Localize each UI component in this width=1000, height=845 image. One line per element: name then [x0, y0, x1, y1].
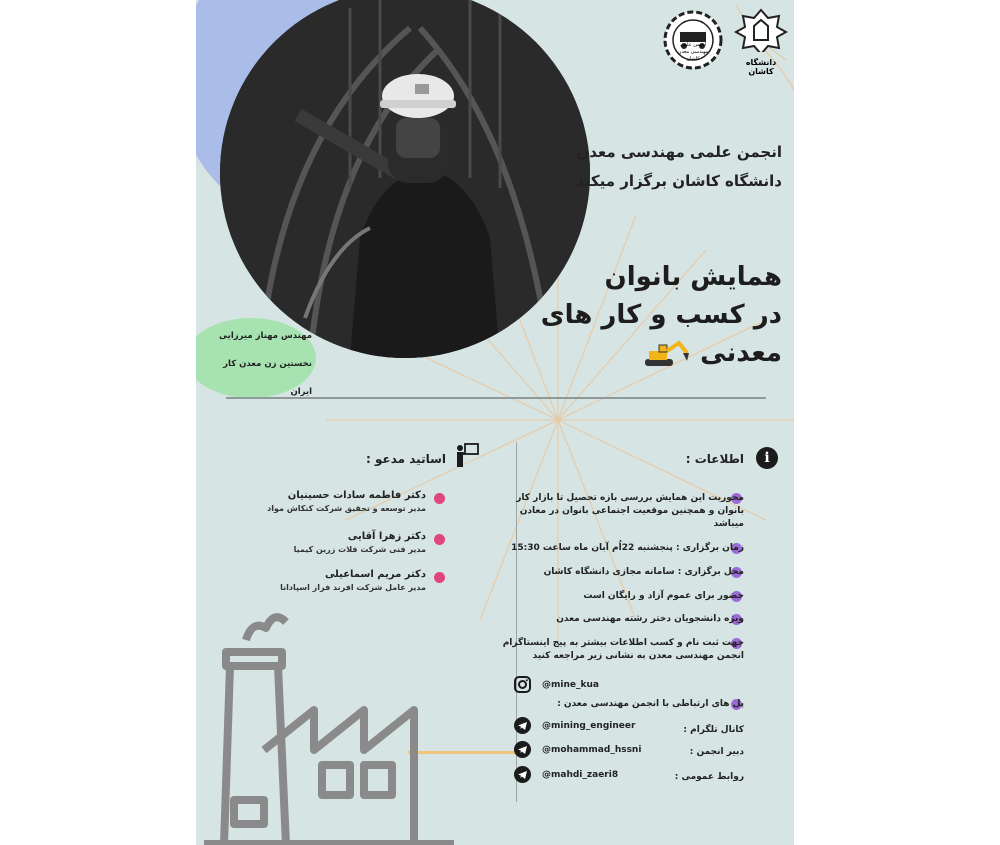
info-item-1: محوریت این همایش بررسی بازه تحصیل تا بازار کار بانوان و همچنین موقعیت اجتماعی بانوان در معادن میباشد	[516, 493, 744, 529]
info-item-3: محل برگزاری : سامانه مجازی دانشگاه کاشان	[543, 567, 744, 577]
event-title	[462, 258, 782, 372]
info-item-2: زمان برگزاری : پنجشنبه 22اُم آبان ماه ساعت 15:30	[511, 543, 744, 553]
speaker-bullet	[434, 534, 445, 545]
instagram-icon[interactable]	[514, 676, 531, 693]
speaker-name: دکتر مریم اسماعیلی	[324, 569, 426, 580]
speaker-name: دکتر فاطمه سادات حسینیان	[287, 490, 426, 501]
telegram-icon[interactable]	[514, 741, 531, 758]
info-heading: اطلاعات :	[685, 452, 744, 466]
speaker-3	[226, 568, 426, 594]
speaker-bullet	[434, 572, 445, 583]
university-logo-text: دانشگاه کاشان	[745, 58, 777, 76]
honoree-name: مهندس مهناز میرزایی	[219, 331, 312, 341]
section-divider	[226, 397, 766, 399]
contacts-heading: پل های ارتباطی با انجمن مهندسی معدن :	[557, 699, 744, 709]
telegram-icon[interactable]	[514, 717, 531, 734]
contact-handle-secretary[interactable]: @mohammad_hssni	[542, 745, 642, 755]
contact-label-secretary: دبیر انجمن :	[689, 747, 744, 757]
contact-label-pr: روابط عمومی :	[674, 772, 744, 782]
speaker-role: مدیر عامل شرکت افرند فراز اسپادانا	[280, 583, 426, 592]
event-title-line-2: در کسب و کار های	[540, 300, 782, 330]
organizer-text	[422, 138, 782, 196]
info-item-6: جهت ثبت نام و کسب اطلاعات بیشتر به پیج اینستاگرام انجمن مهندسی معدن به نشانی زیر مراجعه کنید	[502, 638, 744, 661]
speakers-heading: اساتید مدعو :	[366, 452, 446, 466]
contact-handle-channel[interactable]: @mining_engineer	[542, 721, 636, 731]
contact-label-channel: کانال تلگرام :	[683, 725, 744, 735]
teacher-board-icon	[454, 442, 480, 468]
info-item-5: ویژه دانشجویان دختر رشته مهندسی معدن	[556, 614, 744, 624]
event-title-line-1: همایش بانوان	[604, 262, 782, 292]
association-logo-text: انجمن علمی مهندسی معدن کاشان	[677, 42, 709, 62]
organizer-line-2: دانشگاه کاشان برگزار میکند	[576, 172, 782, 190]
contact-handle-pr[interactable]: @mahdi_zaeri8	[542, 770, 619, 780]
association-logo	[660, 10, 726, 70]
event-title-line-3-text: معدنی	[700, 338, 782, 368]
speaker-2	[226, 530, 426, 556]
speaker-1	[226, 489, 426, 515]
instagram-handle[interactable]: @mine_kua	[542, 680, 599, 690]
speaker-name: دکتر زهرا آقایی	[347, 531, 426, 542]
event-title-line-3	[462, 334, 782, 372]
poster	[196, 0, 794, 845]
speaker-role: مدیر توسعه و تحقیق شرکت کنکاش مواد	[267, 504, 426, 513]
honoree-caption: نخستین زن معدن کار ایران	[223, 359, 312, 397]
telegram-icon[interactable]	[514, 766, 531, 783]
speaker-bullet	[434, 493, 445, 504]
speaker-role: مدیر فنی شرکت فلات زرین کیمیا	[293, 545, 426, 554]
factory-illustration	[204, 600, 454, 845]
university-logo	[734, 8, 788, 76]
organizer-line-1: انجمن علمی مهندسی معدن	[576, 143, 782, 161]
honoree-block	[202, 322, 312, 406]
info-item-4: حضور برای عموم آزاد و رایگان است	[583, 591, 744, 601]
info-icon: i	[756, 447, 778, 469]
excavator-icon	[641, 339, 691, 369]
